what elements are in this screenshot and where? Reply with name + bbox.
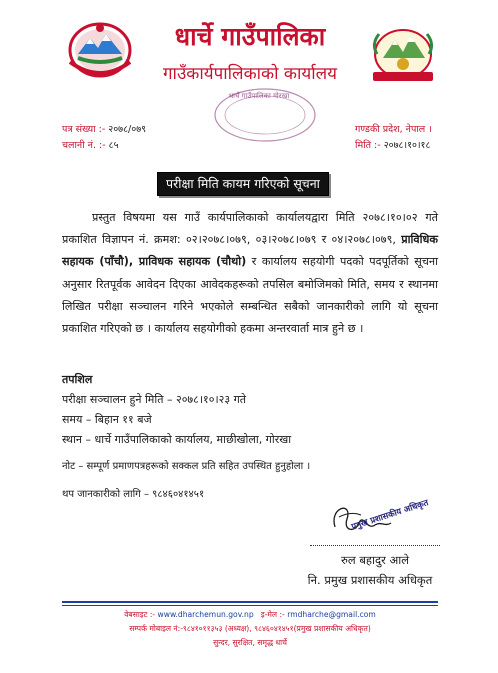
email-label: इ-मेल :-	[260, 610, 285, 619]
footer-divider-thin	[62, 605, 438, 606]
exam-date: परीक्षा सञ्चालन हुने मिति – २०७८।१०।२३ गते	[62, 393, 247, 406]
signature-stamp: प्रमुख प्रशासकीय अधिकृत	[350, 498, 430, 533]
office-name: गाउँकार्यपालिकाको कार्यालय	[162, 64, 338, 84]
footer-contact: सम्पर्क मोबाइल नं:-९८४१०११३५३ (अध्यक्ष), ९८४६०४१४५१(प्रमुख प्रशासकीय अधिकृत)	[129, 624, 371, 633]
letter-number-value: २०७८/०७९	[108, 124, 147, 135]
province: गण्डकी प्रदेश, नेपाल ।	[355, 124, 432, 135]
body-part-1: प्रस्तुत विषयमा यस गाउँ कार्यपालिकाको कार्यालयद्वारा मिति २०७८।१०।०२ गते प्रकाशित विज्ञापन नं. क्रमश: ०२।२०७८।०७९, ०३।२०७८।०७९ र ०४।२०७८।०७९,	[62, 211, 438, 247]
footer-divider	[62, 601, 438, 603]
body-part-2: र कार्यालय सहयोगी पदको पदपूर्तिको सूचना अनुसार रितपूर्वक आवेदन दिएका आवेदकहरूको तपसिल बमोजिमको मिति, समय र स्थानमा लिखित परीक्षा सञ्चालन गरिने भएकोले सम्बन्धित सबैको जानकारीको लागि यो सूचना प्रकाशित गरिएको छ । कार्यालय सहयोगीको हकमा अन्तरवार्ता मात्र हुने छ ।	[62, 255, 438, 336]
website-label: वेबसाइट :-	[124, 610, 156, 619]
dispatch-number-value: ८५	[108, 140, 119, 151]
nepal-emblem-logo	[64, 18, 136, 80]
date	[355, 139, 430, 153]
org-name: धार्चे गाउँपालिका	[174, 22, 326, 51]
notice-title: परीक्षा मिति कायम गरिएको सूचना	[157, 172, 329, 196]
date-label: मिति :-	[355, 140, 381, 151]
details-heading: तपशिल	[62, 373, 93, 386]
note: नोट – सम्पूर्ण प्रमाणपत्रहरूको सक्कल प्रति सहित उपस्थित हुनुहोला ।	[62, 461, 311, 472]
letter-number	[62, 123, 146, 137]
signatory-title: नि. प्रमुख प्रशासकीय अधिकृत	[307, 573, 433, 587]
signatory-name: रुल बहादुर आले	[341, 553, 409, 567]
email-link[interactable]: rmdharche@gmail.com	[287, 610, 376, 619]
letter-number-label: पत्र संख्या :-	[62, 124, 106, 135]
dispatch-number	[62, 139, 119, 153]
footer-slogan: सुन्दर, सुरक्षित, समृद्ध धार्चे	[213, 638, 287, 647]
body-bold-posts: प्राविधिक सहायक (पाँचौ), प्राविधक सहायक (चौथो)	[62, 233, 438, 269]
dispatch-number-label: चलानी नं. :-	[62, 140, 106, 151]
municipality-logo	[365, 24, 441, 84]
contact-info: थप जानकारीको लागि – ९८४६०४१४५१	[62, 489, 205, 500]
signature-line	[310, 545, 440, 546]
exam-time: समय – बिहान ११ बजे	[62, 413, 152, 426]
notice-body	[62, 207, 438, 340]
exam-place: स्थान – धार्चे गाउँपालिकाको कार्यालय, माछीखोला, गोरखा	[62, 433, 292, 446]
stamp-text: धार्चे गाउँपालिका गोरखा	[228, 92, 290, 100]
date-value: २०७८।१०।१८	[383, 140, 431, 151]
footer-web-email	[62, 609, 438, 621]
website-link[interactable]: www.dharchemun.gov.np	[157, 610, 254, 619]
